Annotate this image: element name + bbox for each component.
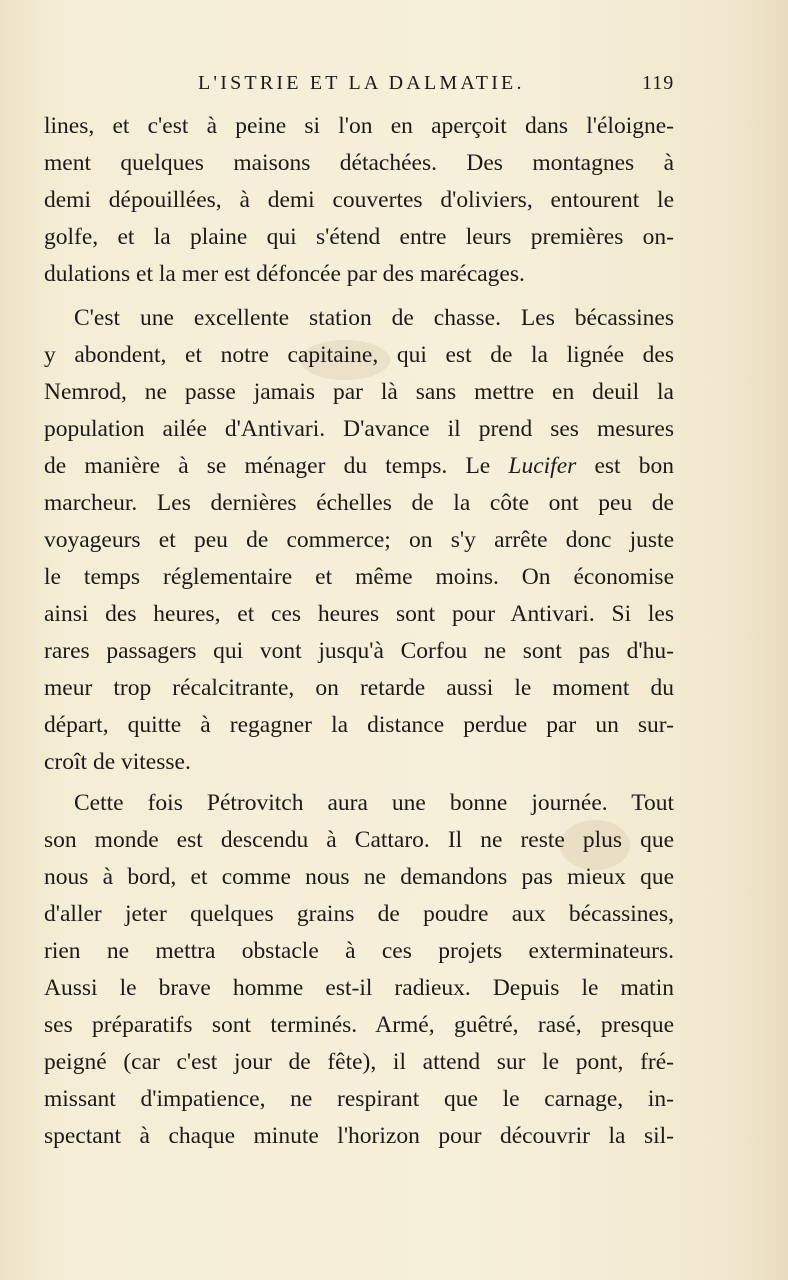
text-line: Nemrod, ne passe jamais par là sans mettre en deuil la: [44, 379, 674, 405]
text-line: départ, quitte à regagner la distance perdue par un sur-: [44, 712, 674, 738]
text-line: population ailée d'Antivari. D'avance il prend ses mesures: [44, 416, 674, 442]
text-line: ses préparatifs sont terminés. Armé, guêtré, rasé, presque: [44, 1012, 674, 1038]
text-line: rien ne mettra obstacle à ces projets exterminateurs.: [44, 938, 674, 964]
text-line: Cette fois Pétrovitch aura une bonne journée. Tout: [74, 790, 674, 816]
page-number: 119: [642, 72, 675, 94]
text-line: Aussi le brave homme est-il radieux. Depuis le matin: [44, 975, 674, 1001]
text-line: marcheur. Les dernières échelles de la côte ont peu de: [44, 490, 674, 516]
text-line: son monde est descendu à Cattaro. Il ne reste plus que: [44, 827, 674, 853]
text-line: lines, et c'est à peine si l'on en aperçoit dans l'éloigne-: [44, 113, 674, 139]
text-line: nous à bord, et comme nous ne demandons pas mieux que: [44, 864, 674, 890]
text-line: C'est une excellente station de chasse. Les bécassines: [74, 305, 674, 331]
text-line: dulations et la mer est défoncée par des marécages.: [44, 261, 525, 287]
running-title: L'ISTRIE ET LA DALMATIE.: [198, 72, 525, 94]
text-line: rares passagers qui vont jusqu'à Corfou ne sont pas d'hu-: [44, 638, 674, 664]
text-line: croît de vitesse.: [44, 749, 191, 775]
text-line: peigné (car c'est jour de fête), il attend sur le pont, fré-: [44, 1049, 674, 1075]
ship-name: Lucifer: [508, 453, 577, 479]
text-line: le temps réglementaire et même moins. On économise: [44, 564, 674, 590]
running-header: [0, 72, 788, 102]
text-line: golfe, et la plaine qui s'étend entre leurs premières on-: [44, 224, 674, 250]
text-line: spectant à chaque minute l'horizon pour découvrir la sil-: [44, 1123, 674, 1149]
text-line: voyageurs et peu de commerce; on s'y arrête donc juste: [44, 527, 674, 553]
text-line: demi dépouillées, à demi couvertes d'oliviers, entourent le: [44, 187, 674, 213]
text-segment: de manière à se ménager du temps. Le: [44, 453, 491, 479]
text-line: [44, 448, 674, 485]
text-line: y abondent, et notre capitaine, qui est de la lignée des: [44, 342, 674, 368]
text-line: d'aller jeter quelques grains de poudre aux bécassines,: [44, 901, 674, 927]
text-line: ainsi des heures, et ces heures sont pour Antivari. Si les: [44, 601, 674, 627]
text-line: ment quelques maisons détachées. Des montagnes à: [44, 150, 674, 176]
text-line: missant d'impatience, ne respirant que le carnage, in-: [44, 1086, 674, 1112]
text-segment: est bon: [594, 453, 674, 479]
text-line: meur trop récalcitrante, on retarde aussi le moment du: [44, 675, 674, 701]
